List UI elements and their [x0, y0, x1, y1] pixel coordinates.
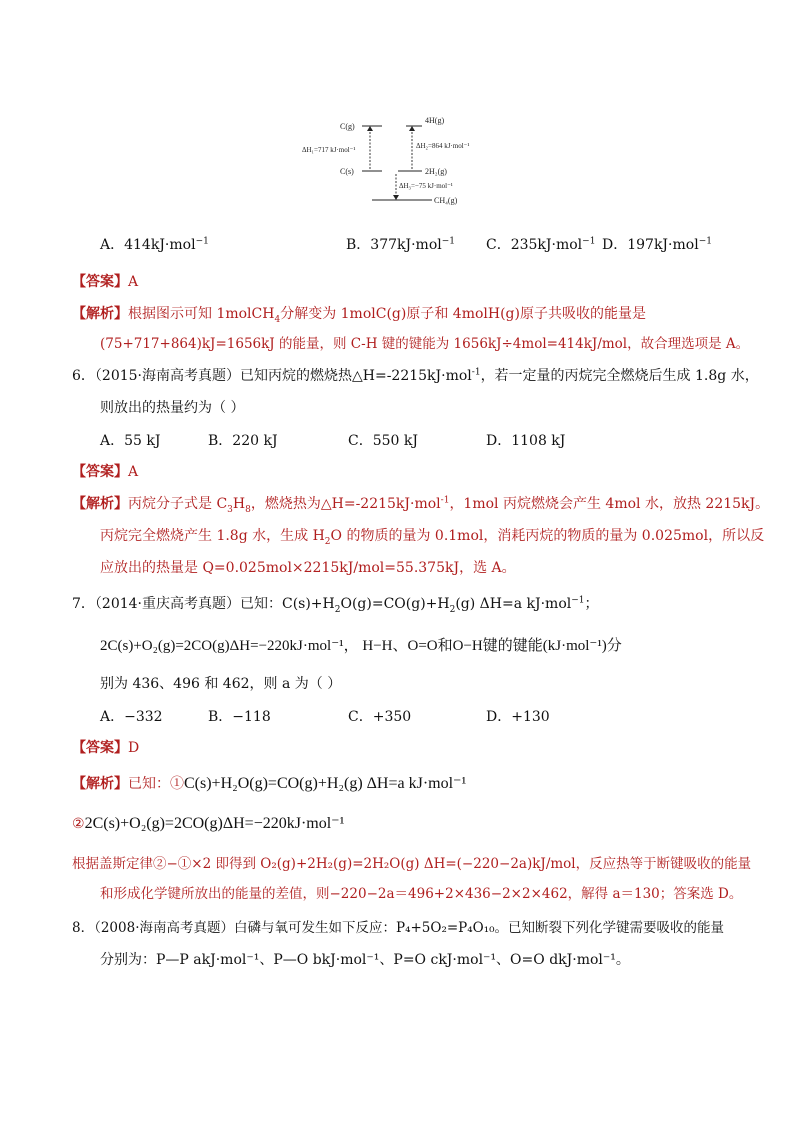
q6-analysis-line-3: 应放出的热量是 Q=0.025mol×2215kJ/mol=55.375kJ，选 A。: [100, 560, 516, 576]
q7-stem-line-1: 7．（2014·重庆高考真题）已知：$C(s)+H_2O(g)=CO(g)+H_2(g)$ ΔH=a kJ·mol$^{-1}$；: [72, 595, 599, 615]
q7-answer: [72, 738, 139, 758]
unit-sup: −1: [441, 236, 456, 247]
q6-option-a: A．55 kJ: [100, 433, 161, 449]
stem-text: 7．（2014·重庆高考真题）已知：C(s)+H: [72, 596, 335, 612]
q6-stem-line-2: 则放出的热量约为（ ）: [100, 400, 245, 416]
answer-tag: 【答案】: [72, 740, 128, 756]
q7-analysis-line-2: [72, 814, 344, 834]
option-text: D．197kJ·mol: [602, 237, 699, 253]
q5-option-d: [602, 234, 712, 254]
analysis-text: ②: [72, 816, 85, 832]
label-cs: C(s): [340, 167, 354, 176]
q7-analysis-line-4: 和形成化学键所放出的能量的差值，则−220−2a＝496+2×436−2×2×462，解得 a＝130；答案选 D。: [100, 886, 743, 902]
q7-analysis-line-3: 根据盖斯定律②−①×2 即得到 O₂(g)+2H₂(g)=2H₂O(g) ΔH=(−220−2a)kJ/mol，反应热等于断键吸收的能量: [72, 856, 752, 872]
q6-answer: [72, 462, 138, 482]
analysis-tag: 【解析】: [72, 306, 128, 322]
q8-stem-line-1: 8．（2008·海南高考真题）白磷与氧可发生如下反应：P₄+5O₂=P₄O₁₀。已知断裂下列化学键需要吸收的能量: [72, 920, 725, 936]
label-4h: 4H(g): [425, 116, 445, 125]
q7-analysis-line-1: [72, 774, 466, 794]
q7-option-c: C．+350: [348, 709, 412, 725]
stem-text: O(g)=CO(g)+H: [340, 596, 450, 612]
arrowhead-dh2: [409, 126, 415, 131]
answer-value: D: [128, 740, 140, 756]
equation-2: 2C(s)+O₂(g)=2CO(g)ΔH=−220kJ·mol⁻¹: [84, 815, 345, 832]
analysis-text: 丙烷完全燃烧产生 1.8g 水，生成 H: [100, 528, 325, 544]
label-2h2: 2H₂(g): [425, 167, 447, 176]
option-text: B．377kJ·mol: [346, 237, 442, 253]
answer-tag: 【答案】: [72, 464, 128, 480]
label-cg: C(g): [340, 122, 355, 131]
q7-option-d: D．+130: [486, 709, 550, 725]
analysis-tag: 【解析】: [72, 776, 128, 792]
stem-text: ，若一定量的丙烷完全燃烧后生成 1.8g 水，: [480, 368, 759, 384]
q5-analysis-line-1: 【解析】根据图示可知 1molCH$_4$分解变为 1molC(g)原子和 4molH(g)原子共吸收的能量是: [72, 306, 646, 325]
option-text: A．414kJ·mol: [100, 237, 196, 253]
answer-value: A: [128, 464, 139, 480]
q7-option-b: B．−118: [208, 709, 271, 725]
q6-option-d: D．1108 kJ: [486, 433, 566, 449]
q7-stem-line-3: 别为 436、496 和 462，则 a 为（ ）: [100, 676, 342, 692]
stem-text: (g) ΔH=a kJ·mol: [455, 596, 572, 612]
q6-stem-line-1: 6．（2015·海南高考真题）已知丙烷的燃烧热△H=-2215kJ·mol$^{-1}$，若一定量的丙烷完全燃烧后生成 1.8g 水，: [72, 367, 759, 384]
unit-sup: −1: [195, 236, 209, 247]
q5-option-c: [486, 234, 595, 254]
q6-analysis-line-2: 丙烷完全燃烧产生 1.8g 水，生成 $H_2O$ 的物质的量为 0.1mol，消耗丙烷的物质的量为 0.025mol，所以反: [100, 528, 765, 547]
analysis-text: 丙烷分子式是 C: [128, 496, 228, 512]
analysis-text: 分解变为 1molC(g)原子和 4molH(g)原子共吸收的能量是: [280, 306, 646, 322]
q6-option-b: B．220 kJ: [208, 433, 278, 449]
equation-1: C(s)+H₂O(g)=CO(g)+H₂(g) ΔH=a kJ·mol⁻¹: [184, 775, 467, 792]
q5-analysis-line-2: (75+717+864)kJ=1656kJ 的能量，则 C-H 键的键能为 1656kJ÷4mol=414kJ/mol，故合理选项是 A。: [100, 336, 750, 352]
analysis-text: ，燃烧热为△H=-2215kJ·mol: [250, 496, 441, 512]
stem-text: ；: [584, 596, 599, 612]
answer-value: A: [128, 274, 139, 290]
q8-stem-line-2: 分别为：P—P akJ·mol⁻¹、P—O bkJ·mol⁻¹、P=O ckJ·mol⁻¹、O=O dkJ·mol⁻¹。: [100, 952, 630, 968]
stem-text: 6．（2015·海南高考真题）已知丙烷的燃烧热△H=-2215kJ·mol: [72, 368, 472, 384]
analysis-text: O 的物质的量为 0.1mol，消耗丙烷的物质的量为 0.025mol，所以反: [330, 528, 765, 544]
unit-sup: −1: [698, 236, 712, 247]
analysis-text: 已知：①: [128, 776, 184, 792]
q5-option-b: [346, 234, 455, 254]
energy-level-diagram: [300, 108, 500, 212]
q6-option-c: C．550 kJ: [348, 433, 418, 449]
label-dh1: ΔH₁=717 kJ·mol⁻¹: [302, 146, 356, 154]
analysis-tag: 【解析】: [72, 496, 128, 512]
analysis-text: 根据图示可知 1molCH: [128, 306, 275, 322]
arrowhead-dh3: [393, 195, 399, 200]
unit-sup: −1: [582, 236, 596, 247]
analysis-text: ，1mol 丙烷燃烧会产生 4mol 水，放热 2215kJ。: [449, 496, 770, 512]
q6-analysis-line-1: 【解析】丙烷分子式是 $C_3H_8$，燃烧热为△H=-2215kJ·mol$^{-1}$，1mol 丙烷燃烧会产生 4mol 水，放热 2215kJ。: [72, 495, 770, 515]
q7-option-a: A．−332: [100, 709, 163, 725]
option-text: C．235kJ·mol: [486, 237, 583, 253]
label-dh2: ΔH₂=864 kJ·mol⁻¹: [416, 142, 470, 150]
label-ch4: CH₄(g): [434, 196, 458, 205]
q5-option-a: [100, 234, 209, 254]
answer-tag: 【答案】: [72, 274, 128, 290]
q7-stem-line-2: 2C(s)+O₂(g)=2CO(g)ΔH=−220kJ·mol⁻¹， H−H、O=O和O−H键的键能(kJ·mol⁻¹)分: [100, 638, 622, 654]
q5-answer: [72, 272, 138, 292]
arrowhead-dh1: [367, 126, 373, 131]
label-dh3: ΔH₃=−75 kJ·mol⁻¹: [399, 182, 453, 190]
